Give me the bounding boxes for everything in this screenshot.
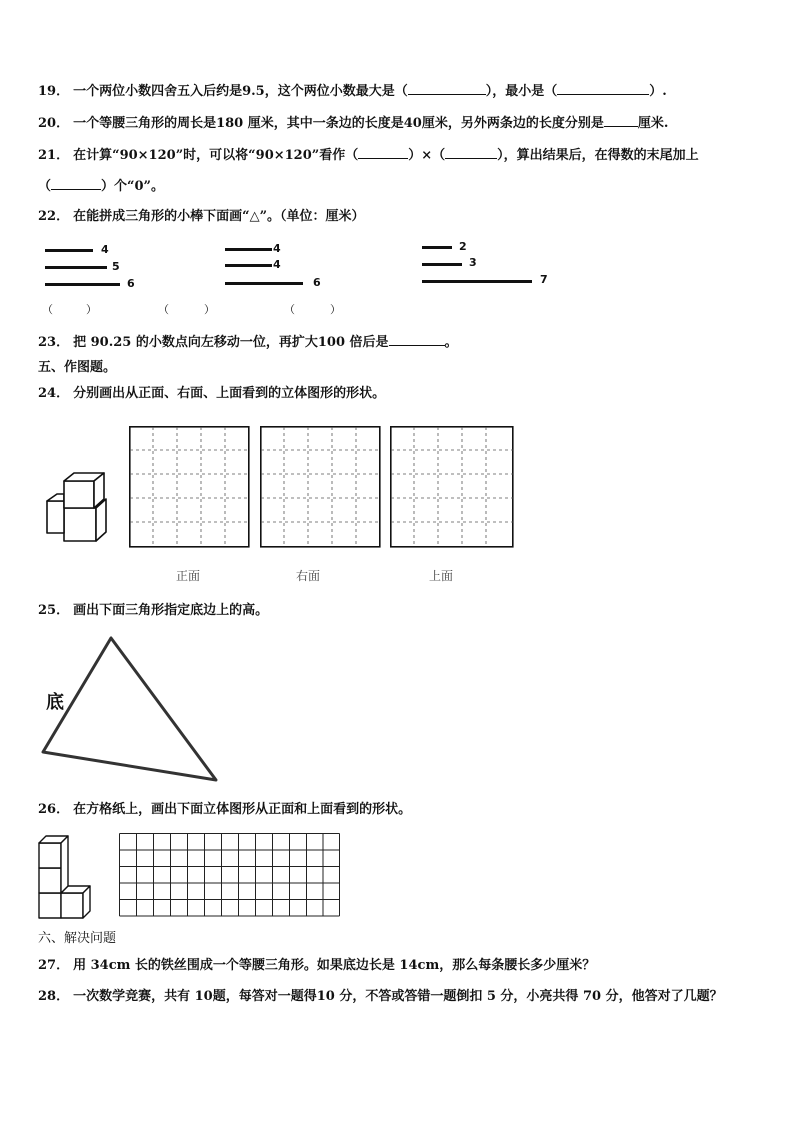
- q20-blank[interactable]: [604, 114, 638, 127]
- stick-g2-2-label: 4: [273, 258, 281, 271]
- section-5-heading: 五、作图题。: [38, 360, 117, 375]
- q19-blank-min[interactable]: [557, 82, 649, 95]
- q19-text-c: ）.: [649, 84, 667, 99]
- q26-cube-figure: [38, 834, 92, 920]
- question-20: [38, 114, 668, 133]
- q20-text-b: 厘米.: [637, 116, 669, 131]
- q23-blank[interactable]: [389, 333, 445, 346]
- stick-g1-1-label: 4: [101, 243, 109, 256]
- q24-cube-figure: [44, 468, 114, 548]
- q26-text: 在方格纸上，画出下面立体图形从正面和上面看到的形状。: [73, 802, 412, 817]
- q19-blank-max[interactable]: [408, 82, 486, 95]
- q28-text: 一次数学竞赛，共有 10题，每答对一题得10 分，不答或答错一题倒扣 5 分，小亮共得 70 分，他答对了几题？: [73, 989, 723, 1004]
- stick-g3-1-label: 2: [459, 240, 467, 253]
- stick-g2-3: [225, 282, 303, 285]
- stick-g3-1: [422, 246, 452, 249]
- q20-text-a: 一个等腰三角形的周长是180 厘米，其中一条边的长度是40厘米，另外两条边的长度分别是: [73, 116, 604, 131]
- q23-text-a: 把 90.25 的小数点向左移动一位，再扩大100 倍后是: [73, 335, 389, 350]
- q21-blank-2[interactable]: [445, 146, 497, 159]
- q22-answer-2-close[interactable]: ）: [204, 303, 215, 316]
- q22-answer-3-close[interactable]: ）: [330, 303, 341, 316]
- q22-number: 22．: [38, 209, 70, 224]
- stick-g2-3-label: 6: [313, 276, 321, 289]
- stick-g1-1: [45, 249, 93, 252]
- q25-triangle[interactable]: [40, 634, 222, 784]
- q28-number: 28．: [38, 989, 70, 1004]
- q22-answer-1-close[interactable]: ）: [86, 303, 97, 316]
- q23-number: 23．: [38, 335, 70, 350]
- stick-g1-2: [45, 266, 107, 269]
- q26-number: 26．: [38, 802, 70, 817]
- q19-text-b: ），最小是（: [485, 84, 558, 99]
- stick-g3-2: [422, 263, 462, 266]
- q24-label-top: 上面: [429, 569, 454, 583]
- question-23: [38, 333, 458, 352]
- question-27: [38, 957, 595, 975]
- stick-g3-3-label: 7: [540, 273, 548, 286]
- q21-text-a: 在计算“90×120”时，可以将“90×120”看作（: [73, 148, 359, 163]
- q22-answer-1-open: （: [42, 303, 53, 316]
- q24-label-front: 正面: [176, 569, 201, 583]
- stick-g1-3: [45, 283, 120, 286]
- stick-g1-3-label: 6: [127, 277, 135, 290]
- question-19: [38, 82, 667, 101]
- question-28: [38, 988, 723, 1006]
- q19-number: 19．: [38, 84, 70, 99]
- q27-number: 27．: [38, 958, 70, 973]
- q25-number: 25．: [38, 603, 70, 618]
- q25-text: 画出下面三角形指定底边上的高。: [73, 603, 269, 618]
- question-26: [38, 801, 411, 819]
- q20-number: 20．: [38, 116, 70, 131]
- question-22: [38, 208, 365, 226]
- q21-number: 21．: [38, 148, 70, 163]
- q24-grid-right[interactable]: [260, 426, 381, 548]
- q24-text: 分别画出从正面、右面、上面看到的立体图形的形状。: [73, 386, 386, 401]
- q23-text-b: 。: [444, 335, 458, 350]
- q24-label-right: 右面: [296, 569, 321, 583]
- q22-answer-2-open: （: [158, 303, 169, 316]
- q25-base-label: 底: [46, 692, 64, 713]
- q22-answer-3-open: （: [284, 303, 295, 316]
- q22-text: 在能拼成三角形的小棒下面画“△”。（单位：厘米）: [73, 209, 365, 224]
- stick-g2-1: [225, 248, 272, 251]
- stick-g2-2: [225, 264, 272, 267]
- q21-text-c: ），算出结果后，在得数的末尾加上: [497, 148, 699, 163]
- stick-g3-3: [422, 280, 532, 283]
- q27-text: 用 34cm 长的铁丝围成一个等腰三角形。如果底边长是 14cm，那么每条腰长多少厘米？: [73, 958, 596, 973]
- question-24: [38, 385, 385, 403]
- stick-g1-2-label: 5: [112, 260, 120, 273]
- q21-blank-1[interactable]: [358, 146, 408, 159]
- q19-text-a: 一个两位小数四舍五入后约是9.5，这个两位小数最大是（: [73, 84, 408, 99]
- section-6-heading: 六、解决问题: [38, 931, 117, 946]
- question-21: [38, 146, 699, 165]
- q26-grid[interactable]: [119, 833, 340, 917]
- stick-g2-1-label: 4: [273, 242, 281, 255]
- q21-text-e: ）个“0”。: [101, 179, 165, 194]
- q24-number: 24．: [38, 386, 70, 401]
- q21-text-b: ）×（: [408, 148, 446, 163]
- q21-text-d: （: [38, 179, 52, 194]
- question-25: [38, 602, 268, 620]
- question-21-cont: [38, 177, 164, 196]
- q24-grid-front[interactable]: [129, 426, 250, 548]
- stick-g3-2-label: 3: [469, 256, 477, 269]
- q21-blank-3[interactable]: [51, 177, 101, 190]
- q24-grid-top[interactable]: [390, 426, 514, 548]
